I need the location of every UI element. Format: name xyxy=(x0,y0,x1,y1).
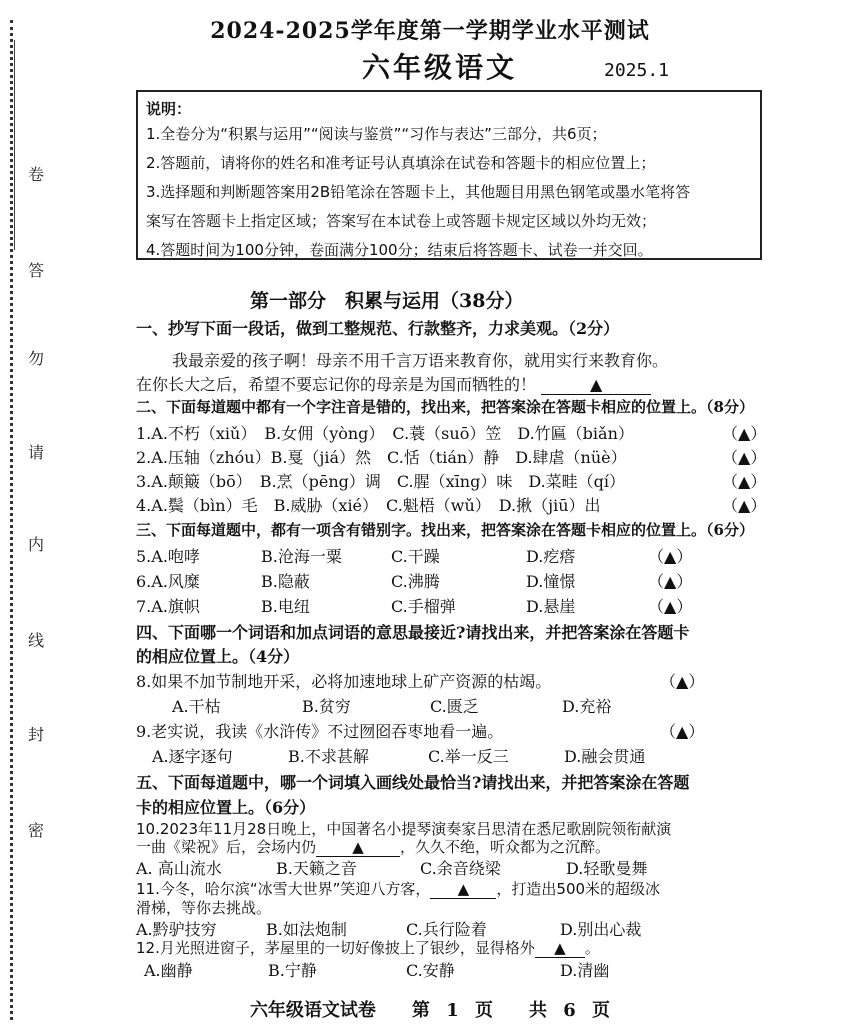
fill-blank xyxy=(430,880,496,899)
option: D.融会贯通 xyxy=(564,747,646,766)
answer-mark: （▲） xyxy=(660,722,705,741)
option: D.充裕 xyxy=(562,697,612,716)
triangle-mark-icon: ▲ xyxy=(664,597,677,616)
answer-mark: （▲） xyxy=(722,424,767,443)
seal-char: 封 xyxy=(28,725,45,744)
instructions-box xyxy=(136,90,762,260)
q10-stem-part: ，久久不绝，听众都为之沉醉。 xyxy=(400,838,611,856)
page-footer: 六年级语文试卷 第 1 页 共 6 页 xyxy=(249,1000,611,1021)
option: D.清幽 xyxy=(560,961,610,980)
seal-char: 勿 xyxy=(28,349,45,368)
q1-text xyxy=(136,372,651,395)
q12-stem xyxy=(136,937,600,958)
q10-stem xyxy=(136,836,610,857)
option: A.幽静 xyxy=(144,961,193,980)
part-heading: 第一部分 积累与运用（38分） xyxy=(250,290,524,312)
fill-blank xyxy=(316,838,400,857)
option: C.匮乏 xyxy=(430,697,479,716)
q12-stem-part: 12.月光照进窗子，茅屋里的一切好像披上了银纱，显得格外 xyxy=(136,939,535,957)
triangle-mark-icon: ▲ xyxy=(738,472,751,491)
triangle-mark-icon: ▲ xyxy=(738,424,751,443)
triangle-mark-icon: ▲ xyxy=(664,547,677,566)
triangle-mark-icon: ▲ xyxy=(676,672,689,691)
triangle-mark-icon: ▲ xyxy=(664,572,677,591)
option: B.不求甚解 xyxy=(288,747,369,766)
option: C.手榴弹 xyxy=(391,597,456,616)
option: B.电纽 xyxy=(261,597,310,616)
subject-title: 六年级语文 xyxy=(362,51,518,84)
option: C.举一反三 xyxy=(428,747,509,766)
binding-edge xyxy=(14,40,21,250)
option: D.疙瘩 xyxy=(526,547,576,566)
q2-heading: 二、下面每道题中都有一个字注音是错的，找出来，把答案涂在答题卡相应的位置上。（8分） xyxy=(136,398,754,416)
option: D.憧憬 xyxy=(526,572,576,591)
q2-row: 3.A.颠簸（bō） B.烹（pēng）调 C.腥（xīng）味 D.菜畦（qí） xyxy=(136,472,626,491)
exam-title: 2024-2025学年度第一学期学业水平测试 xyxy=(210,18,650,44)
q10-stem: 10.2023年11月28日晚上，中国著名小提琴演奏家吕思清在悉尼歌剧院领衔献演 xyxy=(136,820,672,838)
option: 5.A.咆哮 xyxy=(136,547,200,566)
binding-dotted-line xyxy=(10,20,13,1020)
option: A. 高山流水 xyxy=(136,859,222,878)
seal-char: 请 xyxy=(28,443,45,462)
option: B.天籁之音 xyxy=(276,859,357,878)
instruction-item: 2.答题前，请将你的姓名和准考证号认真填涂在试卷和答题卡的相应位置上； xyxy=(146,154,656,172)
q12-stem-part: 。 xyxy=(584,939,600,957)
q4-heading: 四、下面哪一个词语和加点词语的意思最接近?请找出来，并把答案涂在答题卡 xyxy=(136,623,690,642)
option: A.黔驴技穷 xyxy=(136,920,217,939)
answer-mark: （▲） xyxy=(648,597,693,616)
instructions-heading: 说明： xyxy=(146,100,192,118)
triangle-mark-icon: ▲ xyxy=(738,448,751,467)
q4-heading: 的相应位置上。（4分） xyxy=(136,647,300,666)
triangle-mark-icon: ▲ xyxy=(589,375,603,394)
triangle-mark-icon: ▲ xyxy=(554,939,566,957)
q11-stem-part: ，打造出500米的超级冰 xyxy=(496,880,661,898)
option: 7.A.旗帜 xyxy=(136,597,200,616)
q5-heading: 卡的相应位置上。（6分） xyxy=(136,798,316,817)
q10-stem-part: 一曲《梁祝》后，会场内仍 xyxy=(136,838,317,856)
option: C.余音绕梁 xyxy=(420,859,501,878)
q11-stem xyxy=(136,878,660,899)
option: B.沧海一粟 xyxy=(261,547,342,566)
option: D.别出心裁 xyxy=(560,920,642,939)
q2-row: 1.A.不朽（xiǔ） B.女佣（yòng） C.蓑（suō）笠 D.竹匾（biǎn） xyxy=(136,424,634,443)
q3-heading: 三、下面每道题中，都有一项含有错别字。找出来，把答案涂在答题卡相应的位置上。（6分） xyxy=(136,521,754,539)
answer-mark: （▲） xyxy=(722,448,767,467)
seal-char: 卷 xyxy=(28,165,45,184)
instruction-item: 案写在答题卡上指定区域；答案写在本试卷上或答题卡规定区域以外均无效； xyxy=(146,212,657,230)
option: A.干枯 xyxy=(172,697,221,716)
option: B.贫穷 xyxy=(302,697,351,716)
q11-stem: 滑梯，等你去挑战。 xyxy=(136,899,272,917)
answer-mark: （▲） xyxy=(660,672,705,691)
seal-char: 密 xyxy=(28,821,45,840)
q8-stem: 8.如果不加节制地开采，必将加速地球上矿产资源的枯竭。 xyxy=(136,672,552,691)
option: D.轻歌曼舞 xyxy=(566,859,648,878)
option: B.如法炮制 xyxy=(266,920,347,939)
q1-text: 我最亲爱的孩子啊！母亲不用千言万语来教育你，就用实行来教育你。 xyxy=(172,351,669,370)
q11-stem-part: 11.今冬，哈尔滨“冰雪大世界”笑迎八方客， xyxy=(136,880,431,898)
option: A.逐字逐句 xyxy=(152,747,233,766)
option: C.沸腾 xyxy=(391,572,440,591)
q1-text-line2: 在你长大之后，希望不要忘记你的母亲是为国而牺牲的！ xyxy=(136,375,537,394)
option: D.悬崖 xyxy=(526,597,576,616)
seal-char: 线 xyxy=(28,631,45,650)
instruction-item: 3.选择题和判断题答案用2B铅笔涂在答题卡上，其他题目用黑色钢笔或墨水笔将答 xyxy=(146,183,691,201)
option: C.兵行险着 xyxy=(406,920,487,939)
option: C.干躁 xyxy=(391,547,440,566)
q2-row: 4.A.鬓（bìn）毛 B.威胁（xié） C.魁梧（wǔ） D.揪（jiū）出 xyxy=(136,496,601,515)
q1-heading: 一、抄写下面一段话，做到工整规范、行款整齐，力求美观。（2分） xyxy=(136,319,620,338)
answer-blank xyxy=(541,375,651,395)
option: 6.A.风糜 xyxy=(136,572,200,591)
q5-heading: 五、下面每道题中，哪一个词填入画线处最恰当?请找出来，并把答案涂在答题 xyxy=(136,773,690,792)
instruction-item: 4.答题时间为100分钟，卷面满分100分；结束后将答题卡、试卷一并交回。 xyxy=(146,241,653,259)
q2-row: 2.A.压轴（zhóu）B.戛（jiá）然 C.恬（tián）静 D.肆虐（nüè） xyxy=(136,448,627,467)
option: C.安静 xyxy=(406,961,455,980)
seal-char: 答 xyxy=(28,261,45,280)
exam-date: 2025.1 xyxy=(604,60,670,81)
triangle-mark-icon: ▲ xyxy=(352,838,364,856)
option: B.宁静 xyxy=(268,961,317,980)
answer-mark: （▲） xyxy=(648,547,693,566)
triangle-mark-icon: ▲ xyxy=(738,496,751,515)
option: B.隐蔽 xyxy=(261,572,310,591)
fill-blank xyxy=(535,939,585,958)
answer-mark: （▲） xyxy=(722,472,767,491)
seal-char: 内 xyxy=(28,535,45,554)
answer-mark: （▲） xyxy=(722,496,767,515)
answer-mark: （▲） xyxy=(648,572,693,591)
instruction-item: 1.全卷分为“积累与运用”“阅读与鉴赏”“习作与表达”三部分，共6页； xyxy=(146,125,607,143)
triangle-mark-icon: ▲ xyxy=(676,722,689,741)
triangle-mark-icon: ▲ xyxy=(457,880,470,898)
q9-stem: 9.老实说，我读《水浒传》不过囫囵吞枣地看一遍。 xyxy=(136,722,504,741)
